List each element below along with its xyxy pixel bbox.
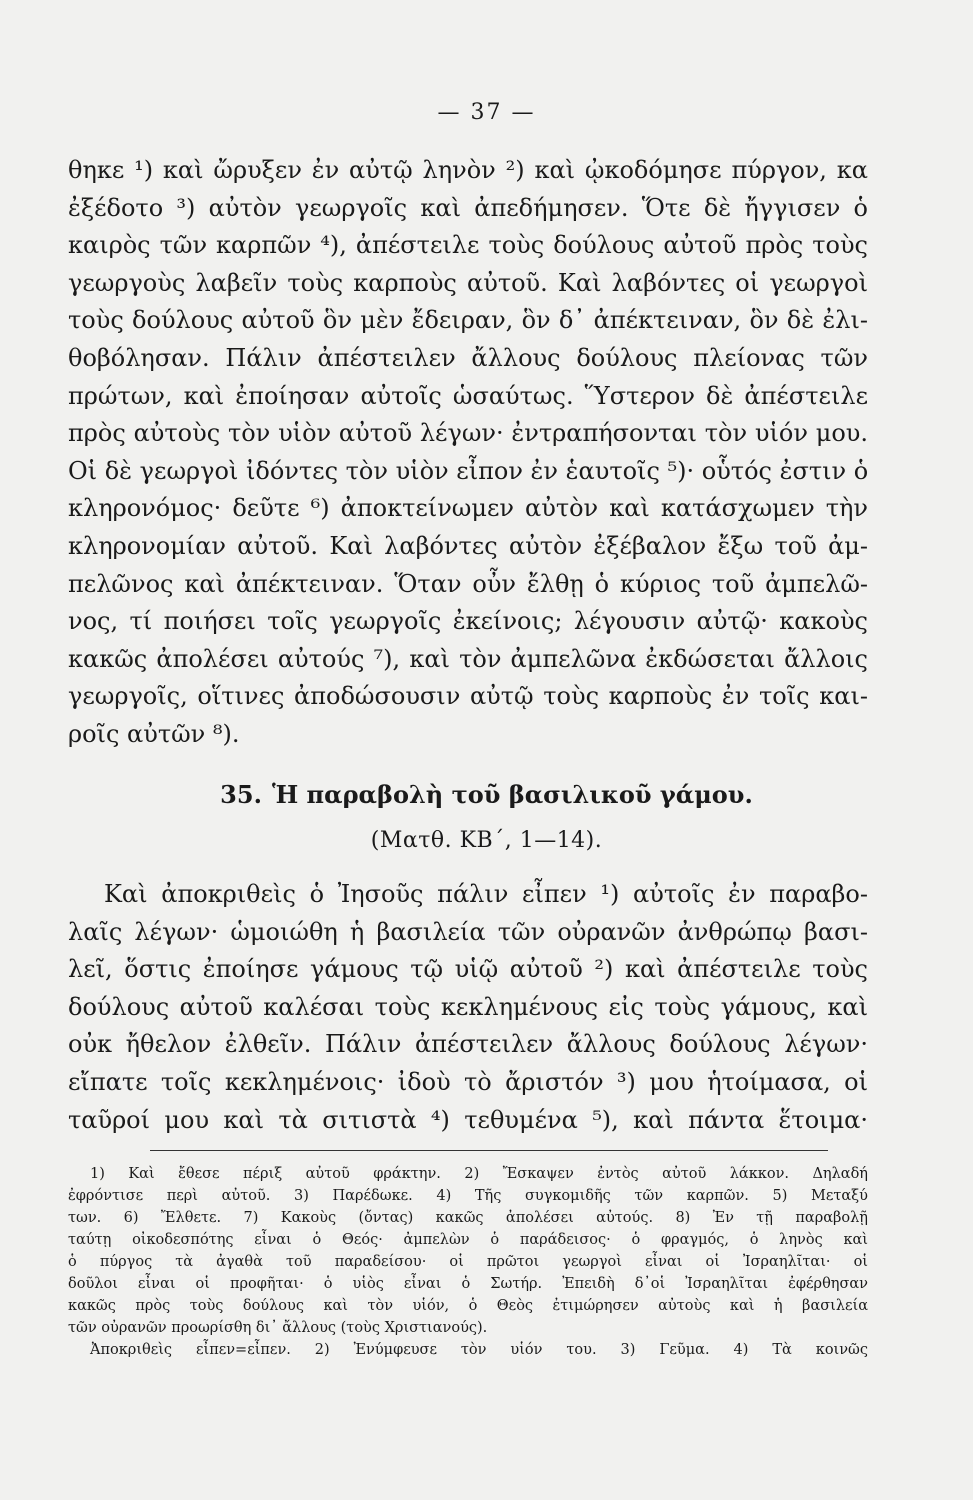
footnote-line: ὁ πύργος τὰ ἀγαθὰ τοῦ παραδείσου· οἱ πρῶτοι γεωργοὶ εἶναι οἱ Ἰσραηλῖται· οἱ [68,1254,868,1270]
footnote-line: τῶν οὐρανῶν προωρίσθη δι᾽ ἄλλους (τοὺς Χριστιανούς). [68,1320,488,1336]
footnote-line: ἐφρόντισε περὶ αὐτοῦ. 3) Παρέδωκε. 4) Τῆς συγκομιδῆς τῶν καρπῶν. 5) Μεταξύ [68,1188,868,1204]
text-line: καιρὸς τῶν καρπῶν ⁴), ἀπέστειλε τοὺς δούλους αὐτοῦ πρὸς τοὺς [68,231,868,260]
text-line: πρὸς αὐτοὺς τὸν υἱὸν αὐτοῦ λέγων· ἐντραπήσονται τὸν υἱόν μου. [68,419,868,448]
text-line: Οἱ δὲ γεωργοὶ ἰδόντες τὸν υἱὸν εἶπον ἐν ἑαυτοῖς ⁵)· οὗτός ἐστιν ὁ [68,456,869,485]
footnote-line: 1) Καὶ ἔθεσε πέριξ αὐτοῦ φράκτην. 2) Ἔσκαψεν ἐντὸς αὐτοῦ λάκκον. Δηλαδή [90,1166,868,1182]
text-line: πελῶνος καὶ ἀπέκτειναν. Ὅταν οὖν ἔλθῃ ὁ κύριος τοῦ ἀμπελῶ- [68,569,868,598]
section-number: 35. [220,780,262,809]
text-block-parable-wedding [68,876,868,1139]
text-line: λαῖς λέγων· ὡμοιώθη ἡ βασιλεία τῶν οὐρανῶν ἀνθρώπῳ βασι- [68,917,868,946]
text-line: οὐκ ἤθελον ἐλθεῖν. Πάλιν ἀπέστειλεν ἄλλους δούλους λέγων· [68,1030,868,1059]
text-line: γεωργοῖς, οἵτινες ἀποδώσουσιν αὐτῷ τοὺς καρποὺς ἐν τοῖς και- [68,682,868,711]
section-title: Ἡ παραβολὴ τοῦ βασιλικοῦ γάμου. [271,780,753,809]
footnote-line: κακῶς πρὸς τοὺς δούλους καὶ τὸν υἱόν, ὁ Θεὸς ἐτιμώρησεν αὐτοὺς καὶ ἡ βασιλεία [68,1298,868,1314]
text-line: ροῖς αὐτῶν ⁸). [68,719,240,748]
text-line: τοὺς δούλους αὐτοῦ ὃν μὲν ἔδειραν, ὃν δ᾽ ἀπέκτειναν, ὃν δὲ ἐλι- [68,306,868,335]
text-line: κακῶς ἀπολέσει αὐτούς ⁷), καὶ τὸν ἀμπελῶνα ἐκδώσεται ἄλλοις [68,644,868,673]
section-reference: (Ματθ. ΚΒ΄, 1—14). [370,828,603,853]
text-line: κληρονόμος· δεῦτε ⁶) ἀποκτείνωμεν αὐτὸν καὶ κατάσχωμεν τὴν [68,494,868,523]
section-heading [0,780,973,809]
text-block-parable-vineyard [68,152,868,754]
footnote-line: δοῦλοι εἶναι οἱ προφῆται· ὁ υἱὸς εἶναι ὁ Σωτήρ. Ἐπειδὴ δ᾽οἱ Ἰσραηλῖται ἐφέρθησαν [68,1276,868,1292]
footnotes [68,1163,868,1361]
footnote-line: ταύτῃ οἰκοδεσπότης εἶναι ὁ Θεός· ἀμπελὼν ὁ παράδεισος· ὁ φραγμός, ὁ ληνὸς καὶ [68,1232,868,1248]
text-line: ἐξέδοτο ³) αὐτὸν γεωργοῖς καὶ ἀπεδήμησεν. Ὅτε δὲ ἤγγισεν ὁ [68,193,868,222]
text-line: ταῦροί μου καὶ τὰ σιτιστὰ ⁴) τεθυμένα ⁵), καὶ πάντα ἕτοιμα· [68,1105,868,1134]
text-line: νος, τί ποιήσει τοῖς γεωργοῖς ἐκείνοις; λέγουσιν αὐτῷ· κακοὺς [68,607,868,636]
text-line: θοβόλησαν. Πάλιν ἀπέστειλεν ἄλλους δούλους πλείονας τῶν [68,343,868,372]
text-line: γεωργοὺς λαβεῖν τοὺς καρποὺς αὐτοῦ. Καὶ λαβόντες οἱ γεωργοὶ [68,268,868,297]
footnote-line: Ἀποκριθεὶς εἶπεν=εἶπεν. 2) Ἐνύμφευσε τὸν υἱόν του. 3) Γεῦμα. 4) Τὰ κοινῶς [90,1342,868,1358]
footnote-divider [150,1150,828,1151]
text-line: λεῖ, ὅστις ἐποίησε γάμους τῷ υἱῷ αὐτοῦ ²) καὶ ἀπέστειλε τοὺς [68,955,868,984]
text-line: πρώτων, καὶ ἐποίησαν αὐτοῖς ὡσαύτως. Ὕστερον δὲ ἀπέστειλε [68,381,868,410]
footnote-line: των. 6) Ἔλθετε. 7) Κακοὺς (ὄντας) κακῶς ἀπολέσει αὐτούς. 8) Ἐν τῇ παραβολῇ [68,1210,868,1226]
text-line: δούλους αὐτοῦ καλέσαι τοὺς κεκλημένους εἰς τοὺς γάμους, καὶ [68,992,868,1021]
text-line: θηκε ¹) καὶ ὤρυξεν ἐν αὐτῷ ληνὸν ²) καὶ ᾠκοδόμησε πύργον, κα [68,156,868,184]
page-number: — 37 — [437,100,536,125]
text-line: κληρονομίαν αὐτοῦ. Καὶ λαβόντες αὐτὸν ἐξέβαλον ἔξω τοῦ ἀμ- [68,531,868,560]
text-line: εἴπατε τοῖς κεκλημένοις· ἰδοὺ τὸ ἄριστόν ³) μου ἡτοίμασα, οἱ [68,1067,868,1096]
text-line: Καὶ ἀποκριθεὶς ὁ Ἰησοῦς πάλιν εἶπεν ¹) αὐτοῖς ἐν παραβο- [104,880,868,908]
